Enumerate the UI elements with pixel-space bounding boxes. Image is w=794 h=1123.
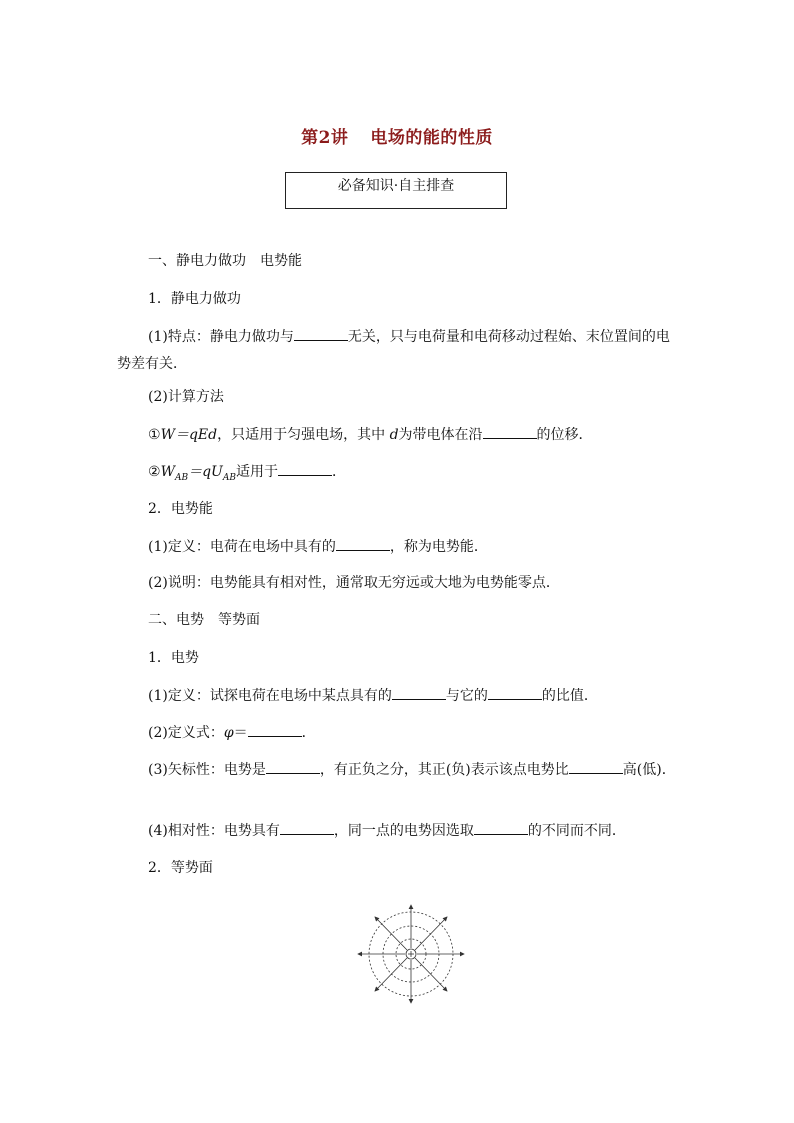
field-line-downleft <box>375 958 407 991</box>
paragraph-formula-1: ①W＝qEd，只适用于匀强电场，其中 d为带电体在沿 的位移． <box>148 424 593 445</box>
fill-blank[interactable] <box>483 424 537 439</box>
subheading-2-1: 1．电势 <box>148 650 199 666</box>
paragraph-potential-formula: (2)定义式：φ＝ ． <box>148 722 316 743</box>
fill-blank[interactable] <box>278 461 332 476</box>
subheading-2-2: 2．等势面 <box>148 860 213 876</box>
paragraph-work-feature: (1)特点：静电力做功与 无关，只与电荷量和电荷移动过程始、末位置间的电势差有关． <box>117 324 677 378</box>
section-box: 必备知识·自主排查 <box>285 172 507 209</box>
paragraph-scalar: (3)矢标性：电势是 ，有正负之分，其正(负)表示该点电势比 高(低)． <box>117 757 677 784</box>
paragraph-pe-definition: (1)定义：电荷在电场中具有的 ，称为电势能． <box>148 536 488 557</box>
subheading-1-1: 1．静电力做功 <box>148 291 241 307</box>
fill-blank[interactable] <box>474 820 528 835</box>
fill-blank[interactable] <box>488 685 542 700</box>
equipotential-diagram <box>355 902 467 1006</box>
paragraph-formula-2: $②W_{AB}=qU_{AB}$适用于 ． <box>148 461 346 488</box>
paragraph-relativity: (4)相对性：电势具有 ，同一点的电势因选取 的不同而不同． <box>148 820 626 841</box>
field-line-downright <box>415 958 447 991</box>
fill-blank[interactable] <box>248 722 302 737</box>
paragraph-potential-definition: (1)定义：试探电荷在电场中某点具有的 与它的 的比值． <box>148 685 598 706</box>
fill-blank[interactable] <box>336 536 390 551</box>
paragraph-calc-method: (2)计算方法 <box>148 389 224 405</box>
fill-blank[interactable] <box>280 820 334 835</box>
subheading-1-2: 2．电势能 <box>148 501 213 517</box>
lecture-topic: 电场的能的性质 <box>370 128 493 148</box>
section-heading-2: 二、电势 等势面 <box>148 612 260 628</box>
fill-blank[interactable] <box>569 759 623 774</box>
page-title <box>0 123 794 148</box>
lecture-number: 第2讲 <box>301 128 349 148</box>
paragraph-pe-note: (2)说明：电势能具有相对性，通常取无穷远或大地为电势能零点． <box>148 575 560 591</box>
section-heading-1: 一、静电力做功 电势能 <box>148 253 302 269</box>
fill-blank[interactable] <box>294 326 348 341</box>
field-line-upright <box>415 917 447 950</box>
fill-blank[interactable] <box>392 685 446 700</box>
fill-blank[interactable] <box>266 759 320 774</box>
field-line-upleft <box>375 917 407 950</box>
